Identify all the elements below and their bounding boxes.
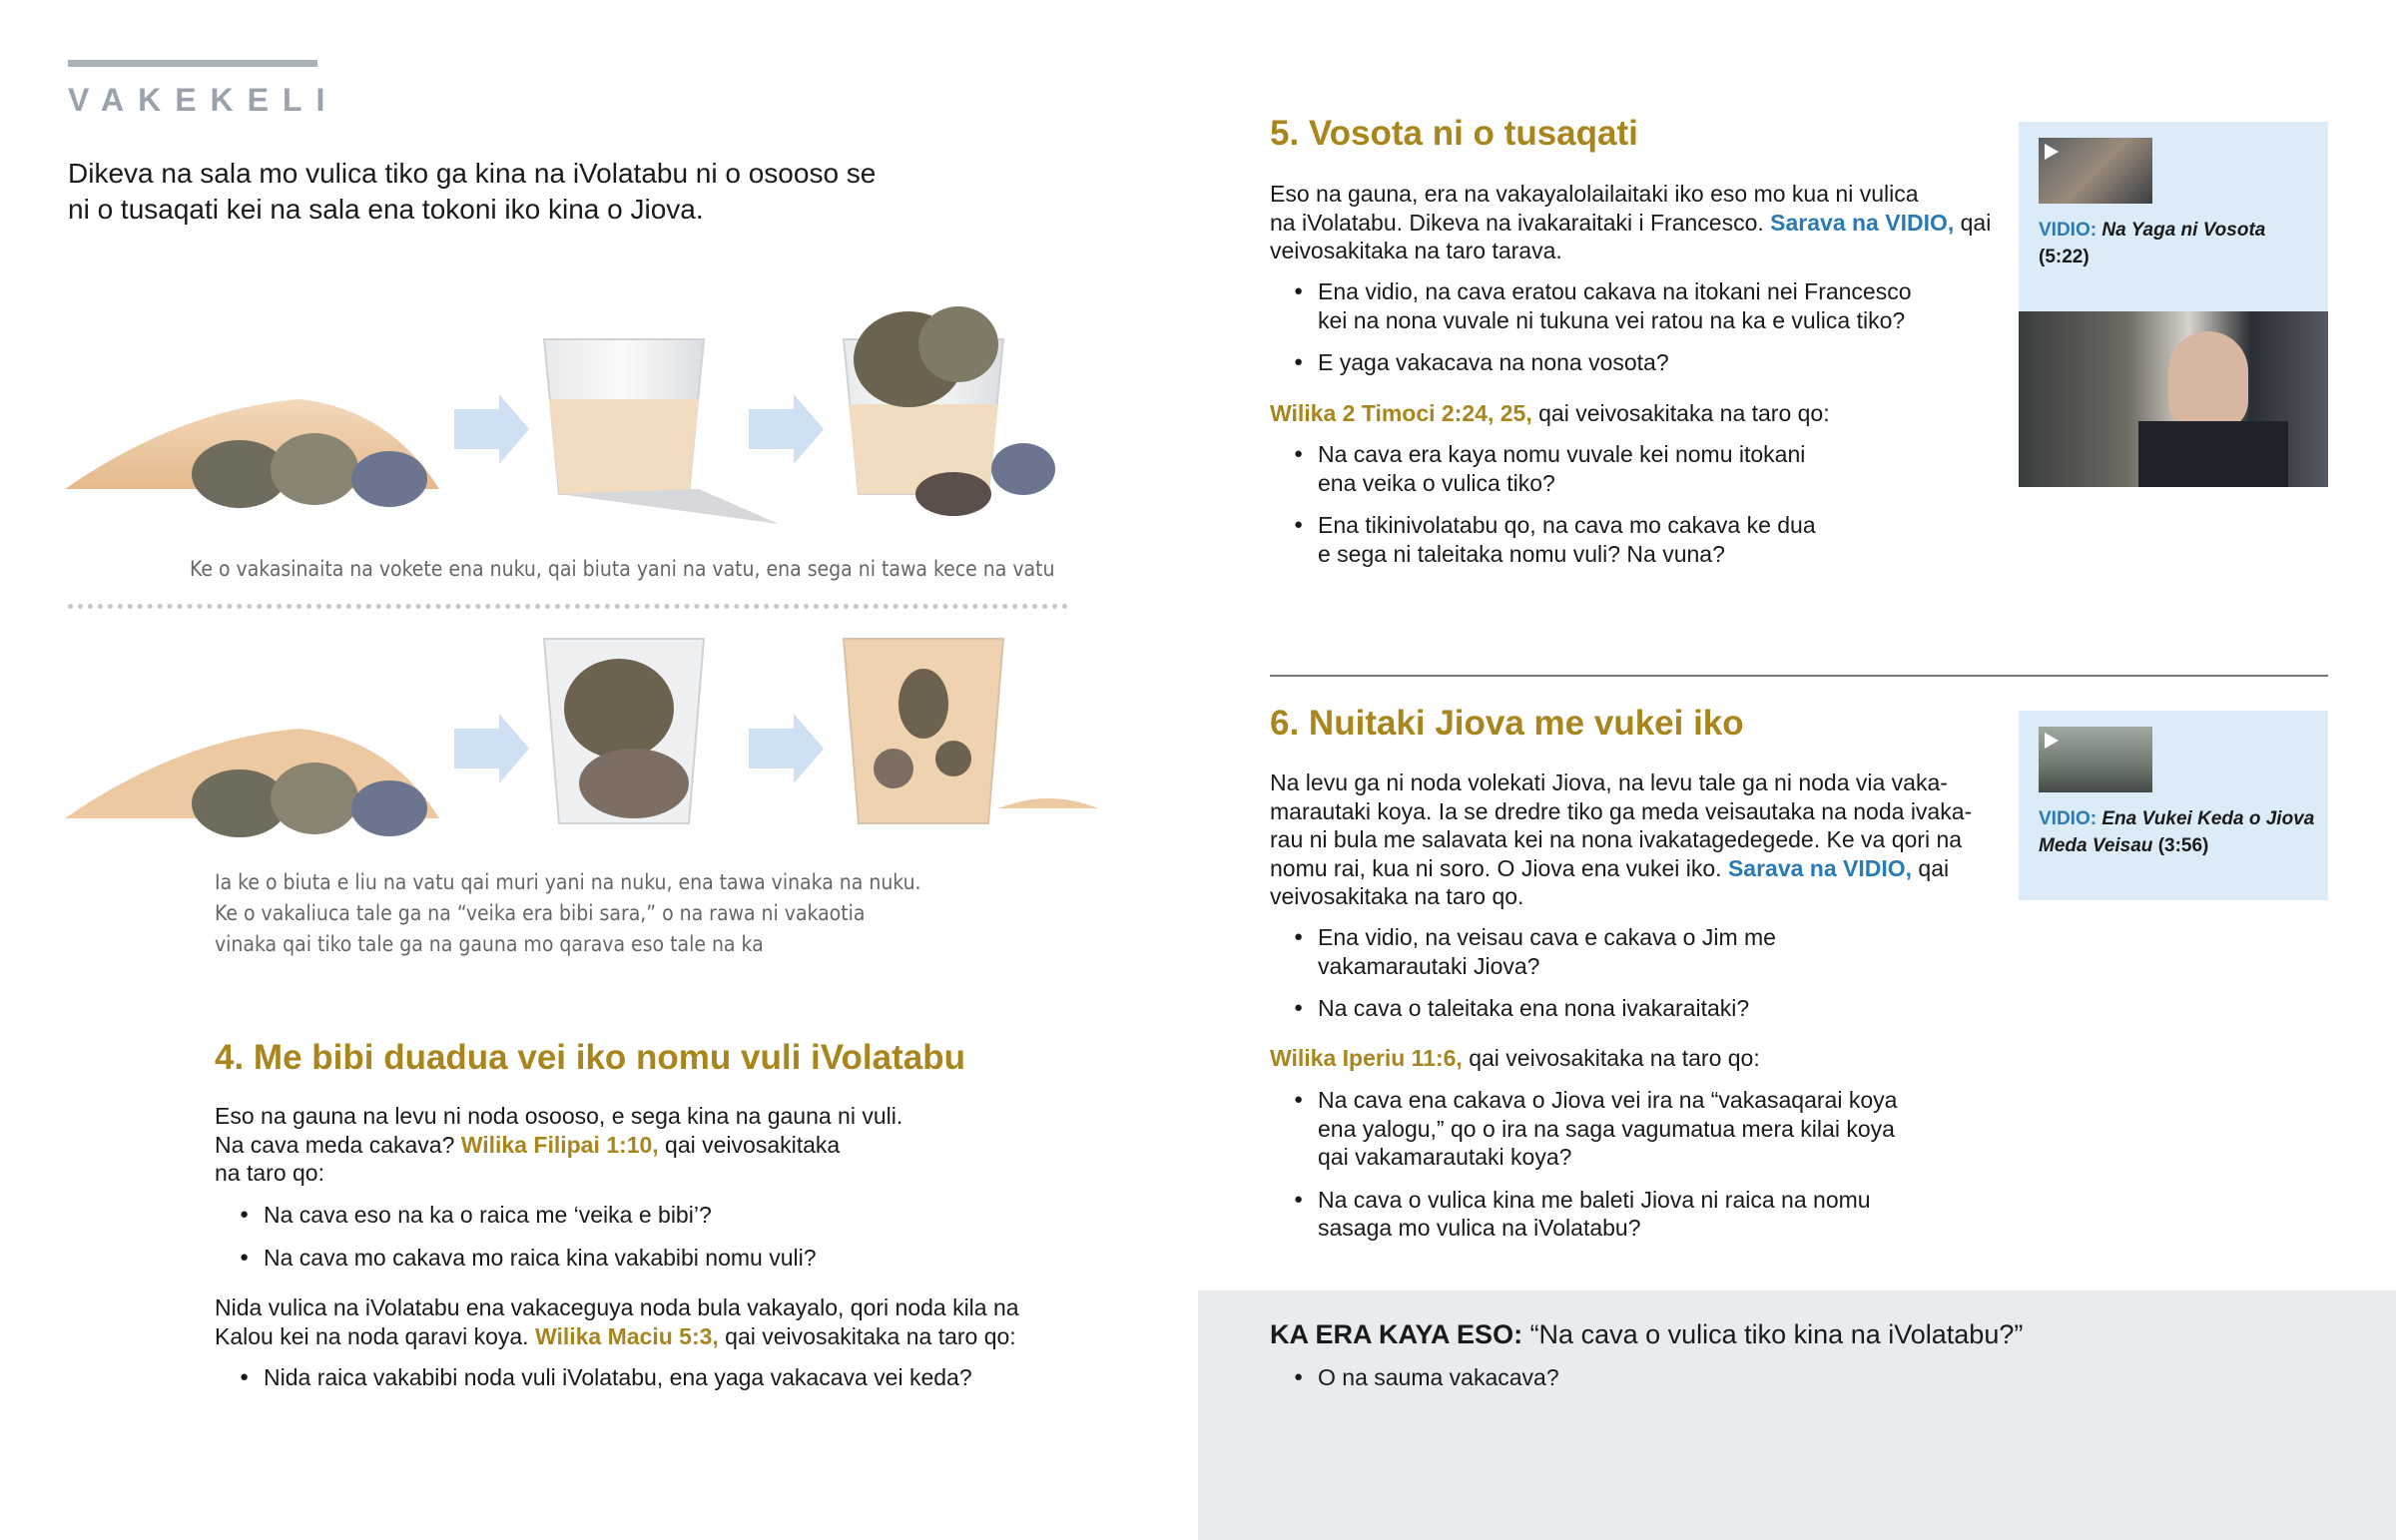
rock — [579, 749, 689, 818]
text-span: qai — [1954, 209, 1992, 236]
text-span: qai veivosakitaka — [658, 1131, 841, 1158]
text-line: ● Ena vidio, na cava eratou cakava na itokani nei Francesco — [1318, 278, 1912, 304]
rock — [874, 749, 913, 788]
text-line: na taro qo: — [215, 1160, 324, 1186]
scripture-link[interactable]: Wilika Maciu 5:3, — [534, 1322, 719, 1349]
text-line: qai vakamarautaki koya? — [1318, 1144, 1572, 1170]
section5-para1 — [1270, 180, 2009, 265]
rock — [915, 472, 991, 516]
text-line: sasaga mo vulica na iVolatabu? — [1318, 1215, 1641, 1241]
video-tag: VIDIO: — [2039, 220, 2097, 241]
video-label — [2039, 805, 2323, 859]
list-item — [1294, 511, 1993, 568]
text-line — [1270, 209, 2009, 238]
caption-line: Ia ke o biuta e liu na vatu qai muri yani na nuku, ena tawa vinaka na nuku. — [215, 870, 921, 894]
cup-sand — [549, 399, 699, 494]
section5-questions2 — [1294, 440, 1993, 582]
video-link[interactable]: Sarava na VIDIO, — [1770, 209, 1955, 236]
rock — [564, 659, 674, 759]
text-line: ● Na cava o taleitaka ena nona ivakaraitaki? — [1318, 995, 1750, 1021]
scripture-link[interactable]: Wilika 2 Timoci 2:24, 25, — [1270, 400, 1532, 426]
text-line: ● Na cava era kaya nomu vuvale kei nomu itokani — [1318, 441, 1806, 467]
text-span: qai veivosakitaka na taro qo: — [1462, 1045, 1760, 1071]
summary-quote: “Na cava o vulica tiko kina na iVolatabu?” — [1522, 1319, 2024, 1349]
text-line: ● Ena vidio, na veisau cava e cakava o Jim me — [1318, 924, 1776, 950]
caption-bottom — [215, 867, 1113, 960]
section6-questions2 — [1294, 1086, 2013, 1257]
text-line: Eso na gauna, era na vakayalolailaitaki iko eso mo kua ni vulica — [1270, 181, 1919, 207]
dotted-divider — [68, 604, 1068, 609]
text-line: ● E yaga vakacava na nona vosota? — [1318, 349, 1669, 375]
text-line: marautaki koya. Ia se dredre tiko ga meda veisautaka na noda ivaka- — [1270, 797, 1973, 824]
section5-questions1 — [1294, 277, 1993, 391]
video-thumbnail[interactable] — [2039, 727, 2152, 792]
illustration-sand-first — [60, 289, 1118, 549]
section5-title: 5. Vosota ni o tusaqati — [1270, 114, 1638, 153]
text-line: Nida vulica na iVolatabu ena vakaceguya noda bula vakayalo, qori noda kila na — [215, 1294, 1019, 1320]
text-line: rau ni bula me salavata kei na nona ivakatagedegede. Ke va qori na — [1270, 826, 1963, 852]
list-item: ● Nida raica vakabibi noda vuli iVolatabu, ena yaga vakacava vei keda? — [240, 1363, 1138, 1392]
intro-text: Dikeva na sala mo vulica tiko ga kina na iVolatabu ni o osooso se ni o tusaqati kei na sala ena tokoni iko kina o Jiova. — [68, 158, 877, 225]
rock — [271, 763, 358, 834]
rock — [991, 443, 1055, 495]
section6-ref-line — [1270, 1044, 2009, 1073]
list-item — [1294, 1086, 2013, 1172]
scripture-link[interactable]: Wilika Iperiu 11:6, — [1270, 1045, 1463, 1071]
caption-line: Ke o vakaliuca tale ga na “veika era bibi sara,” o na rawa ni vakaotia — [215, 901, 866, 925]
video-thumbnail[interactable] — [2039, 138, 2152, 204]
rock — [271, 433, 358, 505]
section-label: VAKEKELI — [68, 82, 339, 118]
text-span: qai veivosakitaka na taro qo: — [1531, 400, 1830, 426]
text-line: Na levu ga ni noda volekati Jiova, na levu tale ga ni noda via vaka- — [1270, 770, 1948, 795]
video-still-image — [2019, 311, 2328, 487]
section5-ref-line — [1270, 399, 2009, 428]
rock — [351, 780, 427, 836]
video-card-vosota[interactable] — [2019, 122, 2328, 311]
section4-title: 4. Me bibi duadua vei iko nomu vuli iVolatabu — [215, 1038, 965, 1077]
text-span: qai veivosakitaka na taro qo: — [718, 1322, 1016, 1349]
list-item: ● Na cava eso na ka o raica me ‘veika e bibi’? — [240, 1201, 1118, 1230]
text-span: na iVolatabu. Dikeva na ivakaraitaki i Francesco. — [1270, 209, 1771, 236]
text-line: ● Ena tikinivolatabu qo, na cava mo cakava ke dua — [1318, 512, 1816, 538]
caption-top: Ke o vakasinaita na vokete ena nuku, qai biuta yani na vatu, ena sega ni tawa kece na vatu — [190, 557, 1055, 581]
text-line: kei na nona vuvale ni tukuna vei ratou na ka e vulica tiko? — [1318, 306, 1906, 333]
rock — [351, 451, 427, 507]
video-title: Ena Vukei Keda o Jiova — [2101, 808, 2315, 829]
caption-line: vinaka qai tiko tale ga na gauna mo qarava eso tale na ka — [215, 932, 764, 956]
list-item — [1294, 923, 1993, 980]
text-line — [215, 1322, 1133, 1351]
rock — [918, 306, 998, 382]
video-title: Meda Veisau — [2039, 835, 2153, 856]
video-title: Na Yaga ni Vosota — [2101, 220, 2266, 241]
text-line: ● Na cava ena cakava o Jiova vei ira na “vakasaqarai koya — [1318, 1087, 1898, 1113]
section4-para2 — [215, 1293, 1133, 1350]
video-tag: VIDIO: — [2039, 808, 2097, 829]
section4-questions1 — [240, 1201, 1118, 1285]
arrow-icon — [749, 714, 824, 783]
text-span: Na cava meda cakava? — [215, 1131, 461, 1158]
list-item — [1294, 1186, 2013, 1243]
illustration-rocks-first — [60, 619, 1118, 858]
text-line — [215, 1131, 1113, 1160]
text-span: qai — [1912, 854, 1950, 881]
list-item — [1294, 440, 1993, 497]
text-span: nomu rai, kua ni soro. O Jiova ena vukei iko. — [1270, 854, 1728, 881]
list-item: ● Na cava mo cakava mo raica kina vakabibi nomu vuli? — [240, 1244, 1118, 1273]
section4-questions2 — [240, 1363, 1138, 1406]
video-card-veisau[interactable] — [2019, 711, 2328, 900]
text-line: veivosakitaka na taro tarava. — [1270, 238, 1562, 263]
list-item — [1294, 277, 1993, 334]
text-line: veivosakitaka na taro qo. — [1270, 883, 1524, 909]
person-face — [2168, 331, 2248, 431]
text-line: e sega ni taleitaka nomu vuli? Na vuna? — [1318, 540, 1725, 567]
play-icon[interactable] — [2045, 733, 2059, 749]
video-label — [2039, 217, 2318, 270]
text-line — [1270, 854, 2009, 883]
text-line: ena veika o vulica tiko? — [1318, 469, 1555, 496]
list-item: ● O na sauma vakacava? — [1294, 1363, 2192, 1392]
summary-bullets — [1294, 1363, 2192, 1406]
arrow-icon — [454, 394, 529, 464]
video-duration: (5:22) — [2039, 247, 2090, 267]
video-duration: (3:56) — [2157, 835, 2209, 856]
list-item — [1294, 994, 1993, 1023]
text-line: vakamarautaki Jiova? — [1318, 952, 1540, 979]
section-divider — [1270, 675, 2328, 677]
section6-questions1 — [1294, 923, 1993, 1037]
arrow-icon — [749, 394, 824, 464]
section6-title: 6. Nuitaki Jiova me vukei iko — [1270, 704, 1744, 743]
text-span: Kalou kei na noda qaravi koya. — [215, 1322, 535, 1349]
text-line: ● Na cava o vulica kina me baleti Jiova ni raica na nomu — [1318, 1186, 1871, 1213]
spilled-sand — [998, 798, 1098, 808]
section-lead-bar — [68, 60, 317, 67]
summary-label: KA ERA KAYA ESO: — [1270, 1319, 1523, 1349]
video-link[interactable]: Sarava na VIDIO, — [1727, 854, 1913, 881]
text-line: Eso na gauna na levu ni noda osooso, e sega kina na gauna ni vuli. — [215, 1103, 903, 1129]
scripture-link[interactable]: Wilika Filipai 1:10, — [460, 1131, 659, 1158]
list-item — [1294, 348, 1993, 377]
person-jacket — [2138, 421, 2288, 487]
rock — [935, 741, 971, 776]
arrow-icon — [454, 714, 529, 783]
play-icon[interactable] — [2045, 144, 2059, 160]
text-line: ena yalogu,” qo o ira na saga vagumatua mera kilai koya — [1318, 1115, 1895, 1142]
shadow — [559, 489, 779, 524]
section4-para1 — [215, 1102, 1113, 1188]
section6-para — [1270, 769, 2009, 911]
rock — [898, 669, 948, 739]
summary-question — [1270, 1317, 2268, 1351]
